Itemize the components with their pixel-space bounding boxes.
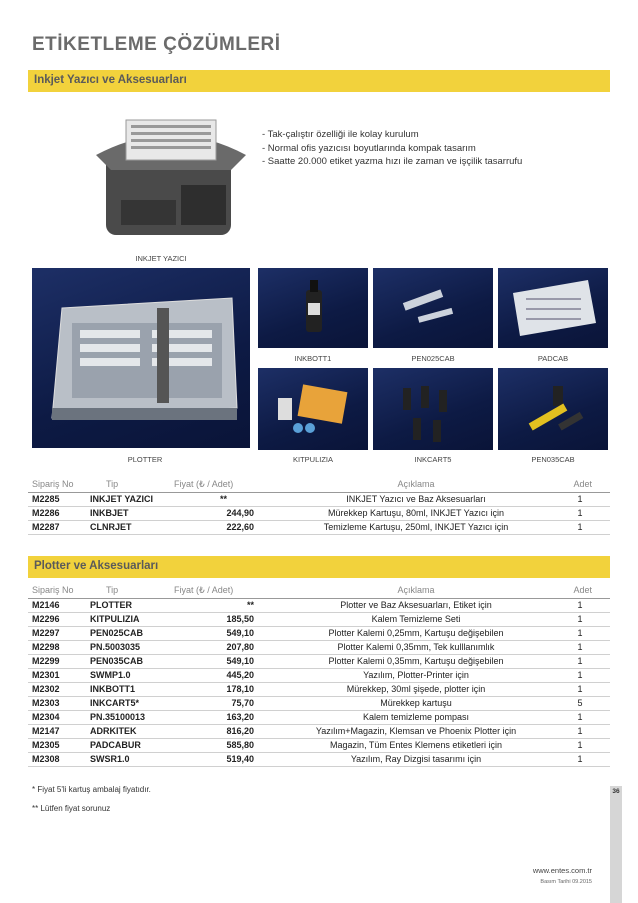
page-title: ETİKETLEME ÇÖZÜMLERİ [32,34,281,55]
table-row [28,668,610,682]
cell-qty: 1 [550,626,610,640]
cell-tip: PEN035CAB [86,654,170,668]
inkbott-image [258,268,368,348]
feature-item: - Normal ofis yazıcısı boyutlarında kompak tasarım [262,142,476,154]
cell-price: 519,40 [170,752,282,766]
cell-price: 445,20 [170,668,282,682]
cell-tip: INKJET YAZICI [86,492,170,506]
cell-tip: PADCABUR [86,738,170,752]
cell-desc: Kalem temizleme pompası [282,710,550,724]
cell-desc: Yazılım, Ray Dizgisi tasarımı için [282,752,550,766]
cell-desc: Plotter Kalemi 0,35mm, Tek kulllanımlık [282,640,550,654]
cell-qty: 5 [550,696,610,710]
caption-pen035: PEN035CAB [531,455,575,464]
col-header-tip: Tip [86,477,170,492]
cell-qty: 1 [550,640,610,654]
kitpulizia-image [258,368,368,450]
pen025-image [373,268,493,348]
cell-desc: Temizleme Kartuşu, 250ml, INKJET Yazıcı için [282,520,550,534]
cell-code: M2285 [28,492,86,506]
cell-price: 207,80 [170,640,282,654]
cell-code: M2286 [28,506,86,520]
col-header-qty: Adet [550,583,610,598]
section-plotter-title: Plotter ve Aksesuarları [28,556,610,578]
cell-price: ** [170,598,282,612]
pen035-image [498,368,608,450]
table-row [28,598,610,612]
cell-tip: KITPULIZIA [86,612,170,626]
cell-price: 816,20 [170,724,282,738]
col-header-code: Sipariş No [28,477,86,492]
col-header-desc: Açıklama [282,583,550,598]
cell-price: ** [170,492,282,506]
cell-qty: 1 [550,654,610,668]
feature-list [262,128,522,169]
cell-desc: Plotter Kalemi 0,35mm, Kartuşu değişebilen [282,654,550,668]
table-row [28,506,610,520]
table-row [28,696,610,710]
cell-code: M2303 [28,696,86,710]
cell-qty: 1 [550,752,610,766]
cell-price: 549,10 [170,654,282,668]
footnote-2: ** Lütfen fiyat sorunuz [32,804,111,813]
cell-qty: 1 [550,682,610,696]
cell-code: M2299 [28,654,86,668]
col-header-price: Fiyat (₺ / Adet) [170,583,282,598]
cell-code: M2147 [28,724,86,738]
table-row [28,654,610,668]
cell-tip: ADRKITEK [86,724,170,738]
cell-tip: INKBOTT1 [86,682,170,696]
cell-price: 185,50 [170,612,282,626]
footnote-1: * Fiyat 5'li kartuş ambalaj fiyatıdır. [32,785,151,794]
cell-qty: 1 [550,738,610,752]
inkjet-table [28,477,610,535]
cell-price: 178,10 [170,682,282,696]
cell-desc: Mürekkep Kartuşu, 80ml, INKJET Yazıcı için [282,506,550,520]
cell-code: M2298 [28,640,86,654]
page-number: 36 [610,786,622,903]
table-row [28,752,610,766]
cell-qty: 1 [550,710,610,724]
table-row [28,738,610,752]
cell-qty: 1 [550,492,610,506]
col-header-code: Sipariş No [28,583,86,598]
cell-desc: Plotter Kalemi 0,25mm, Kartuşu değişebilen [282,626,550,640]
cell-tip: INKBJET [86,506,170,520]
table-row [28,520,610,534]
cell-tip: CLNRJET [86,520,170,534]
cell-qty: 1 [550,668,610,682]
caption-inkcart: INKCART5 [414,455,452,464]
cell-code: M2308 [28,752,86,766]
cell-price: 244,90 [170,506,282,520]
cell-desc: Magazin, Tüm Entes Klemens etiketleri için [282,738,550,752]
col-header-tip: Tip [86,583,170,598]
cell-desc: Mürekkep kartuşu [282,696,550,710]
cell-desc: Yazılım, Plotter-Printer için [282,668,550,682]
cell-price: 549,10 [170,626,282,640]
cell-tip: PEN025CAB [86,626,170,640]
plotter-image [32,268,250,448]
cell-qty: 1 [550,724,610,738]
cell-code: M2305 [28,738,86,752]
inkjet-printer-image [86,110,256,245]
caption-kitpulizia: KITPULIZIA [292,455,333,464]
cell-qty: 1 [550,506,610,520]
cell-tip: PLOTTER [86,598,170,612]
feature-item: - Tak-çalıştır özelliği ile kolay kurulum [262,129,419,140]
caption-pen025: PEN025CAB [411,354,455,363]
cell-code: M2296 [28,612,86,626]
footer-date: Basım Tarihi 09.2015 [540,879,592,885]
cell-code: M2146 [28,598,86,612]
caption-plotter: PLOTTER [127,455,163,464]
table-row [28,640,610,654]
caption-inkjet: INKJET YAZICI [135,254,187,263]
cell-price: 163,20 [170,710,282,724]
caption-inkbott: INKBOTT1 [294,354,332,363]
cell-desc: Kalem Temizleme Seti [282,612,550,626]
table-row [28,626,610,640]
table-header-row [28,583,610,598]
section-inkjet-title: Inkjet Yazıcı ve Aksesuarları [28,70,610,92]
cell-code: M2304 [28,710,86,724]
cell-desc: Mürekkep, 30ml şişede, plotter için [282,682,550,696]
cell-qty: 1 [550,598,610,612]
table-row [28,710,610,724]
col-header-desc: Açıklama [282,477,550,492]
footer-url: www.entes.com.tr [532,866,592,875]
cell-qty: 1 [550,520,610,534]
cell-tip: PN.5003035 [86,640,170,654]
cell-tip: SWSR1.0 [86,752,170,766]
feature-item: - Saatte 20.000 etiket yazma hızı ile zaman ve işçilik tasarrufu [262,156,523,167]
cell-price: 585,80 [170,738,282,752]
table-header-row [28,477,610,492]
inkcart-image [373,368,493,450]
col-header-qty: Adet [550,477,610,492]
cell-code: M2297 [28,626,86,640]
cell-tip: INKCART5* [86,696,170,710]
col-header-price: Fiyat (₺ / Adet) [170,477,282,492]
cell-qty: 1 [550,612,610,626]
cell-desc: Plotter ve Baz Aksesuarları, Etiket için [282,598,550,612]
caption-padcab: PADCAB [537,354,569,363]
cell-price: 222,60 [170,520,282,534]
cell-code: M2302 [28,682,86,696]
cell-code: M2301 [28,668,86,682]
cell-tip: PN.35100013 [86,710,170,724]
table-row [28,612,610,626]
cell-desc: Yazılım+Magazin, Klemsan ve Phoenix Plotter için [282,724,550,738]
cell-desc: INKJET Yazıcı ve Baz Aksesuarları [282,492,550,506]
table-row [28,682,610,696]
table-row [28,492,610,506]
cell-code: M2287 [28,520,86,534]
padcab-image [498,268,608,348]
plotter-table [28,583,610,767]
cell-price: 75,70 [170,696,282,710]
cell-tip: SWMP1.0 [86,668,170,682]
table-row [28,724,610,738]
